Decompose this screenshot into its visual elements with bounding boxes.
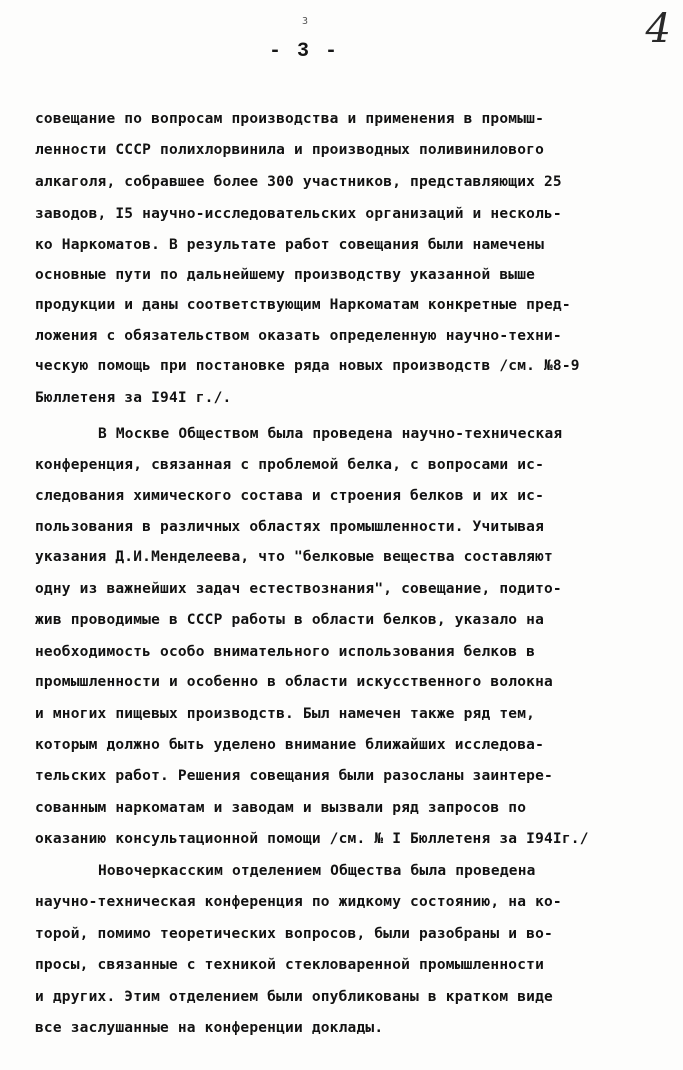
text-line: конференция, связанная с проблемой белка, с вопросами ис- <box>35 457 544 473</box>
text-line: алкаголя, собравшее более 300 участников, представляющих 25 <box>35 174 562 190</box>
text-line: которым должно быть уделено внимание ближайших исследова- <box>35 737 544 753</box>
text-line: сованным наркоматам и заводам и вызвали ряд запросов по <box>35 800 527 816</box>
text-line: пользования в различных областях промышленности. Учитывая <box>35 519 544 535</box>
text-line: промышленности и особенно в области искусственного волокна <box>35 674 553 690</box>
text-line: ческую помощь при постановке ряда новых производств /см. №8-9 <box>35 358 580 374</box>
handwritten-page-mark: 4 <box>645 6 671 52</box>
text-line: все заслушанные на конференции доклады. <box>35 1020 384 1036</box>
text-line: ленности СССР полихлорвинила и производных поливинилового <box>35 142 544 158</box>
text-line: продукции и даны соответствующим Наркоматам конкретные пред- <box>35 297 571 313</box>
text-line: ложения с обязательством оказать определенную научно-техни- <box>35 328 562 344</box>
text-line: совещание по вопросам производства и применения в промыш- <box>35 111 544 127</box>
text-line: следования химического состава и строения белков и их ис- <box>35 488 544 504</box>
text-line: и других. Этим отделением были опубликованы в кратком виде <box>35 989 553 1005</box>
paragraph-start-line: В Москве Обществом была проведена научно-техническая <box>98 426 563 442</box>
text-line: жив проводимые в СССР работы в области белков, указало на <box>35 612 544 628</box>
page-number: - 3 - <box>268 40 339 63</box>
text-line: заводов, I5 научно-исследовательских организаций и несколь- <box>35 206 562 222</box>
text-line: и многих пищевых производств. Был намечен также ряд тем, <box>35 706 536 722</box>
text-line: научно-техническая конференция по жидкому состоянию, на ко- <box>35 894 562 910</box>
text-line: Бюллетеня за I94I г./. <box>35 390 232 406</box>
text-line: торой, помимо теоретических вопросов, были разобраны и во- <box>35 926 553 942</box>
text-line: ко Наркоматов. В результате работ совещания были намечены <box>35 237 544 253</box>
text-line: указания Д.И.Менделеева, что "белковые вещества составляют <box>35 549 553 565</box>
text-line: просы, связанные с техникой стекловаренной промышленности <box>35 957 544 973</box>
paragraph-start-line: Новочеркасским отделением Общества была проведена <box>98 863 536 879</box>
text-line: тельских работ. Решения совещания были разосланы заинтере- <box>35 768 553 784</box>
text-line: оказанию консультационной помощи /см. № I Бюллетеня за I94Iг./ <box>35 831 589 847</box>
top-mark: 3 <box>302 16 309 27</box>
text-line: необходимость особо внимательного использования белков в <box>35 644 536 660</box>
text-line: одну из важнейших задач естествознания", совещание, подито- <box>35 581 562 597</box>
text-line: основные пути по дальнейшему производству указанной выше <box>35 267 536 283</box>
